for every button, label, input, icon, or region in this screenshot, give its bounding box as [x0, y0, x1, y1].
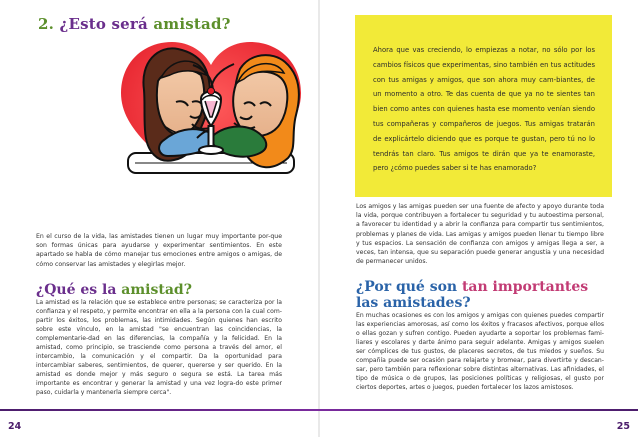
section-title-accent: amistad?	[153, 15, 231, 33]
two-friends-sharing-milkshake-illustration	[100, 20, 322, 210]
callout-text: Ahora que vas creciendo, lo empiezas a notar, no sólo por los cambios físicos que experimentas, sino también en tus actitudes con tus amigas y amigos, que son ahora muy cam-biantes, de un momento a otro. Te das cuenta de que ya no te sientes tan bien como antes con quienes hasta ese momento venían siendo tus compañeras y compañeros de juegos. Tus amigas tratarán de explicártelo diciendo que es porque te gustan, pero tú no lo tendrás tan claro. Tus amigos te dirán que ya te enamoraste, pero ¿cómo puedes saber si te has enamorado?	[373, 46, 595, 173]
heading-right-accent: tan importantes	[461, 279, 589, 295]
heading-right-prefix: ¿Por qué son	[356, 279, 462, 295]
body-por-que-importantes: En muchas ocasiones es con los amigos y amigas con quienes puedes compartir las experiencias amorosas, así como los éxitos y fracasos afectivos, porque ellos o ellas gozan y sufren contigo. Pueden ayudarte a soportar los problemas fami-liares y escolares y darte ánimo para seguir adelante. Amigas y amigos suelen ser cómplices de tus gustos, de placeres secretos, de tus miedos y sueños. Su compañía puede ser ocasión para relajarte y bromear, para divertirte y descan-sar, pero también para reflexionar sobre distintas alternativas. Las afinidades, el tipo de música o de grupos, las posiciones políticas y religiosas, el gusto por ciertos deportes, artes o juegos, pueden fortalecer los lazos amistosos.	[356, 312, 604, 391]
heading-prefix: ¿Qué es la	[36, 282, 122, 298]
heading-que-es-amistad	[36, 282, 192, 298]
heading-por-que-importantes	[356, 279, 616, 311]
section-title-text: ¿Esto será	[59, 15, 154, 33]
heading-right-line2: las amistades?	[356, 295, 471, 311]
body-que-es-amistad: La amistad es la relación que se establece entre personas; se caracteriza por la confianza y el respeto, y permite encontrar en ella a la persona con la cual com-partir los éxitos, los problemas, las intimidades. Según quienes han escrito sobre este vínculo, en la amistad "se encuentran las coincidencias, la complementarie-dad en las diferencias, la compañía y la felicidad. En la amistad, como principio, se trasciende como persona a través del amor, el intercambio, la comunicación y el compartir. Da la oportunidad para intercambiar saberes, sentimientos, de querer, quererse y ser querido. En la amistad es donde mejor y más seguro o segura se está. La tarea más importante es encontrar y generar la amistad y una vez logra-do este primer paso, cuidarla y mantenerla siempre cerca".	[36, 299, 282, 396]
page-number-right: 25	[616, 421, 630, 432]
body-right-top: Los amigos y las amigas pueden ser una fuente de afecto y apoyo durante toda la vida, porque contribuyen a fortalecer tu seguridad y tu autoestima personal, a favorecer tu identidad y a abrir la confianza para compartir tus sentimientos, problemas y planes de vida. Las amigas y amigos pueden llenar tu tiempo libre y tus espacios. La sensación de confianza con amigos y amigas llega a ser, a veces, tan intensa, que su separación puede generar angustia y una necesidad de permanecer unidos.	[356, 203, 604, 266]
heading-accent: amistad?	[121, 282, 192, 298]
section-number: 2.	[38, 15, 55, 33]
page-number-left: 24	[8, 421, 22, 432]
intro-text: En el curso de la vida, las amistades tienen un lugar muy importante por-que son formas únicas para ayudarse y experimentar sentimientos. En este apartado se habla de cómo manejar tus emociones entre amigos o amigas, de cómo conservar las amistades y elegirlas mejor.	[36, 233, 282, 268]
footer-rule	[0, 409, 638, 411]
